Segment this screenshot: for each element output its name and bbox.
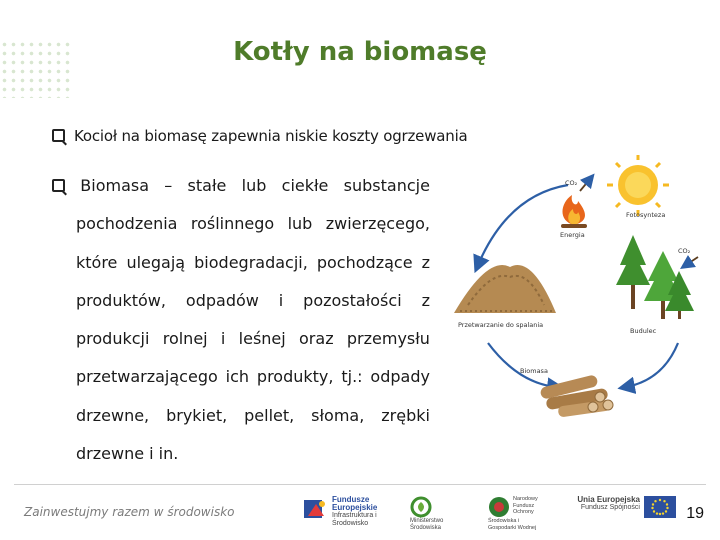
ministerstwo-leaf-icon xyxy=(410,496,432,518)
pellet-pile-icon xyxy=(454,265,556,313)
bullet-biomass-word: Biomasa xyxy=(80,176,150,195)
logo3-text: Narodowy Fundusz Ochrony Środowiska i Gospodarki Wodnej xyxy=(488,496,538,531)
bullet-biomass-definition xyxy=(52,176,430,482)
bullet-biomass-word: odpady xyxy=(370,367,430,387)
logo4-sub: Fundusz Spójności xyxy=(580,504,640,511)
bullet-biomass-word: drzewne, xyxy=(76,405,150,425)
bullet-biomass-word: rolnej xyxy=(162,329,208,349)
bullet-biomass-word: substancje xyxy=(343,176,430,195)
bullet-biomass-word: z xyxy=(421,252,430,272)
logo1-title: Fundusze Europejskie xyxy=(332,495,378,512)
bullet-biomass-word: pochodzące xyxy=(316,252,413,272)
bullet-biomass-line xyxy=(52,444,430,482)
bullet-biomass-word: biodegradacji, xyxy=(194,252,308,272)
label-przetwarzanie: Przetwarzanie do spalania xyxy=(458,321,544,329)
checkbox-bullet-icon xyxy=(52,129,65,142)
logo2-text: Ministerstwo Środowiska xyxy=(410,518,444,531)
bullet-cost-text: Kocioł na biomasę zapewnia niskie koszty ogrzewania xyxy=(74,127,468,145)
fire-icon xyxy=(561,195,587,228)
bullet-biomass-word: zwierzęcego, xyxy=(325,214,430,234)
bullet-biomass-word: produkcji xyxy=(76,329,150,349)
label-fotosynteza: Fotosynteza xyxy=(626,211,666,219)
bullet-biomass-word: tj.: xyxy=(341,367,363,387)
logo-unia-europejska xyxy=(576,496,680,521)
sun-icon xyxy=(607,155,669,216)
bullet-biomass-word: oraz xyxy=(299,329,334,349)
co2-arrow-top-icon xyxy=(580,179,590,191)
logo-fundusze-europejskie xyxy=(302,496,387,528)
bullet-biomass-line xyxy=(52,291,430,329)
label-budulec: Budulec xyxy=(630,327,657,335)
cycle-arrow-bottom-right xyxy=(626,343,678,387)
bullet-biomass-word: brykiet, xyxy=(166,405,228,425)
label-biomasa: Biomasa xyxy=(520,367,548,375)
bullet-biomass-word: ulegają xyxy=(126,252,186,272)
logo-nfosigw xyxy=(488,496,568,531)
bullet-biomass-word: zrębki xyxy=(381,405,430,425)
logo1-sub: Infrastruktura i Środowisko xyxy=(332,512,377,527)
bullet-biomass-line xyxy=(52,329,430,367)
fundusze-europejskie-icon xyxy=(302,496,328,522)
bullet-biomass-word: z xyxy=(421,290,430,310)
logo-ministerstwo xyxy=(410,496,482,532)
slide-title: Kotły na biomasę xyxy=(233,37,487,67)
biomass-cycle-diagram xyxy=(448,155,714,425)
bullet-biomass-word: ich xyxy=(225,367,250,387)
bullet-biomass-line xyxy=(52,367,430,405)
co2-arrow-right-icon xyxy=(686,257,698,265)
bullet-biomass-word: pellet, xyxy=(244,405,295,425)
bullet-biomass-line xyxy=(52,406,430,444)
bullet-biomass-line xyxy=(52,214,430,252)
nfosigw-icon xyxy=(488,496,510,518)
cycle-arrow-top xyxy=(478,185,568,265)
bullet-biomass-word: lub xyxy=(287,214,313,234)
bullet-biomass-word: i xyxy=(278,290,284,310)
logs-icon xyxy=(539,374,613,417)
bullet-biomass-word: produktów, xyxy=(76,290,166,310)
bullet-biomass-word: odpadów xyxy=(185,290,259,310)
bullet-cost xyxy=(52,127,468,145)
bullet-biomass-word: które xyxy=(76,252,118,272)
eu-flag-icon xyxy=(644,496,676,518)
bullet-biomass-word: przetwarzającego xyxy=(76,367,218,387)
checkbox-bullet-icon xyxy=(52,179,65,192)
bullet-biomass-word: – xyxy=(164,176,173,195)
bullet-biomass-word: słoma, xyxy=(311,405,365,425)
bullet-biomass-line xyxy=(52,253,430,291)
footer-divider xyxy=(14,484,706,485)
bullet-biomass-word: przemysłu xyxy=(346,329,430,349)
bullet-biomass-word: ciekłe xyxy=(281,176,329,195)
bullet-biomass-word: drzewne i in. xyxy=(76,444,179,464)
logo4-title: Unia Europejska xyxy=(577,495,640,504)
bullet-biomass-word: i xyxy=(220,329,226,349)
bullet-biomass-text xyxy=(52,176,430,482)
label-co2-right: CO₂ xyxy=(678,247,691,255)
bullet-biomass-word: stałe xyxy=(187,176,227,195)
bullet-biomass-word: pochodzenia xyxy=(76,214,178,234)
bullet-biomass-word: lub xyxy=(241,176,267,195)
bullet-biomass-word: leśnej xyxy=(238,329,286,349)
label-energia: Energia xyxy=(560,231,585,239)
bullet-biomass-word: roślinnego xyxy=(190,214,275,234)
bullet-biomass-line xyxy=(52,176,430,214)
bullet-biomass-word: produkty, xyxy=(256,367,334,387)
page-number: 19 xyxy=(686,505,704,522)
label-co2-top: CO₂ xyxy=(565,179,578,187)
bullet-biomass-word: pozostałości xyxy=(303,290,402,310)
footer-slogan: Zainwestujmy razem w środowisko xyxy=(24,505,235,519)
cycle-arrow-bottom-left xyxy=(488,343,556,387)
